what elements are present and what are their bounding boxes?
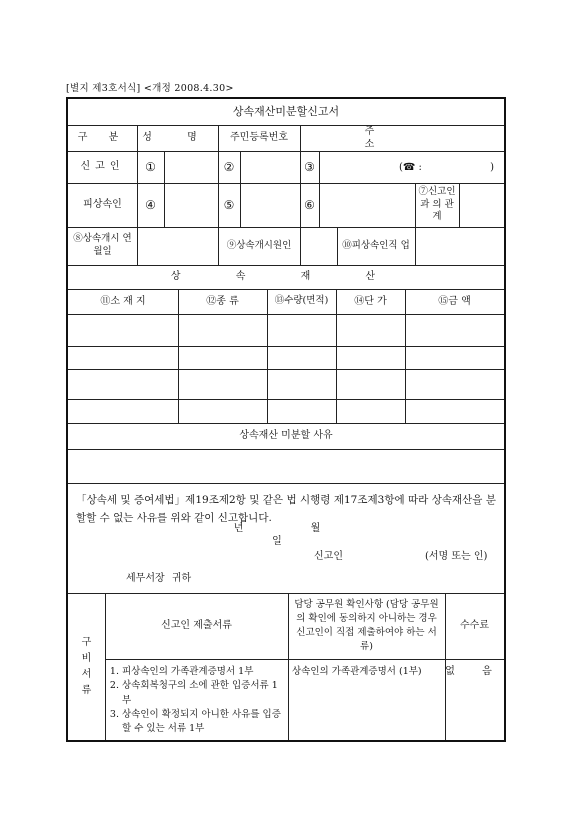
reporter-name-field[interactable] <box>164 151 218 183</box>
deceased-id-field[interactable] <box>240 183 300 227</box>
marker-3: ③ <box>304 159 315 174</box>
phone-close: ) <box>490 161 494 173</box>
marker-4: ④ <box>145 197 156 212</box>
marker-1: ① <box>145 159 156 174</box>
deceased-job-field[interactable] <box>415 227 504 265</box>
row-reporter-label <box>68 151 137 183</box>
col-type-header: ⑫종 류 <box>206 295 239 307</box>
col-name-header <box>137 125 218 151</box>
submit-doc-item: 2. 상속회복청구의 소에 관한 입증서류 1부 <box>122 679 284 708</box>
marker-2: ② <box>223 159 235 174</box>
phone-label: (☎ : <box>399 161 422 173</box>
fee-value-text: 없 음 <box>445 666 504 678</box>
col-name-text: 성 명 <box>142 132 213 144</box>
confirm-docs-header: 담당 공무원 확인사항 (담당 공무원의 확인에 동의하지 아니하는 경우 신고인이 직접 제출하여야 하는 서류) <box>294 599 439 652</box>
inherit-start-date-label: ⑧상속개시 연월일 <box>73 233 132 257</box>
form-header-note: [별지 제3호서식] <개정 2008.4.30> <box>66 83 234 94</box>
col-division-text: 구 분 <box>77 132 128 144</box>
marker-6: ⑥ <box>304 197 315 212</box>
col-division-header <box>68 125 137 151</box>
deceased-job-label: ⑩피상속인직 업 <box>342 239 410 251</box>
col-address-text: 주 소 <box>364 125 440 150</box>
declaration-text: 「상속세 및 증여세법」제19조제2항 및 같은 법 시행령 제17조제3항에 따라 상속재산을 분할할 수 없는 사유를 위와 같이 신고합니다. <box>76 494 496 525</box>
inherit-cause-field[interactable] <box>300 227 337 265</box>
reason-title: 상속재산 미분할 사유 <box>239 430 333 442</box>
estate-section-text: 상 속 재 산 <box>170 271 402 283</box>
col-address-header <box>300 125 504 151</box>
submit-docs-list <box>108 665 284 736</box>
inherit-cause-label: ⑨상속개시원인 <box>226 239 292 251</box>
fee-header: 수수료 <box>460 620 489 632</box>
col-location-header: ⑪소 재 지 <box>100 295 146 307</box>
report-form <box>66 97 506 742</box>
fee-value <box>445 665 504 679</box>
documents-side-label: 구비서류 <box>81 636 92 696</box>
col-id-header: 주민등록번호 <box>230 132 288 144</box>
deceased-name-field[interactable] <box>164 183 218 227</box>
deceased-address-field[interactable] <box>319 183 415 227</box>
submit-doc-item: 3. 상속인이 확정되지 아니한 사유를 입증할 수 있는 서류 1부 <box>122 708 284 737</box>
signer-label: 신고인 <box>314 551 343 562</box>
recipient: 세무서장 귀하 <box>126 573 192 584</box>
declaration-date-text: 년 월 일 <box>233 522 353 547</box>
reporter-id-field[interactable] <box>240 151 300 183</box>
estate-row[interactable] <box>68 399 504 423</box>
sign-note: (서명 또는 인) <box>425 551 488 562</box>
marker-5: ⑤ <box>223 197 235 212</box>
relation-field[interactable] <box>459 183 504 227</box>
col-quantity-header: ⑬수량(면적) <box>274 295 329 307</box>
reporter-address-field[interactable] <box>319 151 504 183</box>
row-deceased-label: 피상속인 <box>83 199 122 211</box>
line <box>68 483 504 484</box>
estate-section-title <box>68 265 504 289</box>
inherit-start-date-field[interactable] <box>137 227 218 265</box>
relation-label: ⑦신고인과 의 관계 <box>418 185 456 223</box>
submit-docs-header: 신고인 제출서류 <box>161 620 232 632</box>
estate-row[interactable] <box>68 346 504 369</box>
col-amount-header: ⑮금 액 <box>438 295 471 307</box>
reason-field[interactable] <box>68 449 504 483</box>
row-reporter-text: 신고인 <box>80 161 125 173</box>
estate-row[interactable] <box>68 314 504 346</box>
declaration-date <box>218 522 368 547</box>
col-unit-price-header: ⑭단 가 <box>354 295 387 307</box>
confirm-doc-item: 상속인의 가족관계증명서 (1부) <box>292 666 422 677</box>
submit-doc-item: 1. 피상속인의 가족관계증명서 1부 <box>122 665 284 679</box>
estate-row[interactable] <box>68 369 504 399</box>
form-title: 상속재산미분할신고서 <box>232 104 340 118</box>
